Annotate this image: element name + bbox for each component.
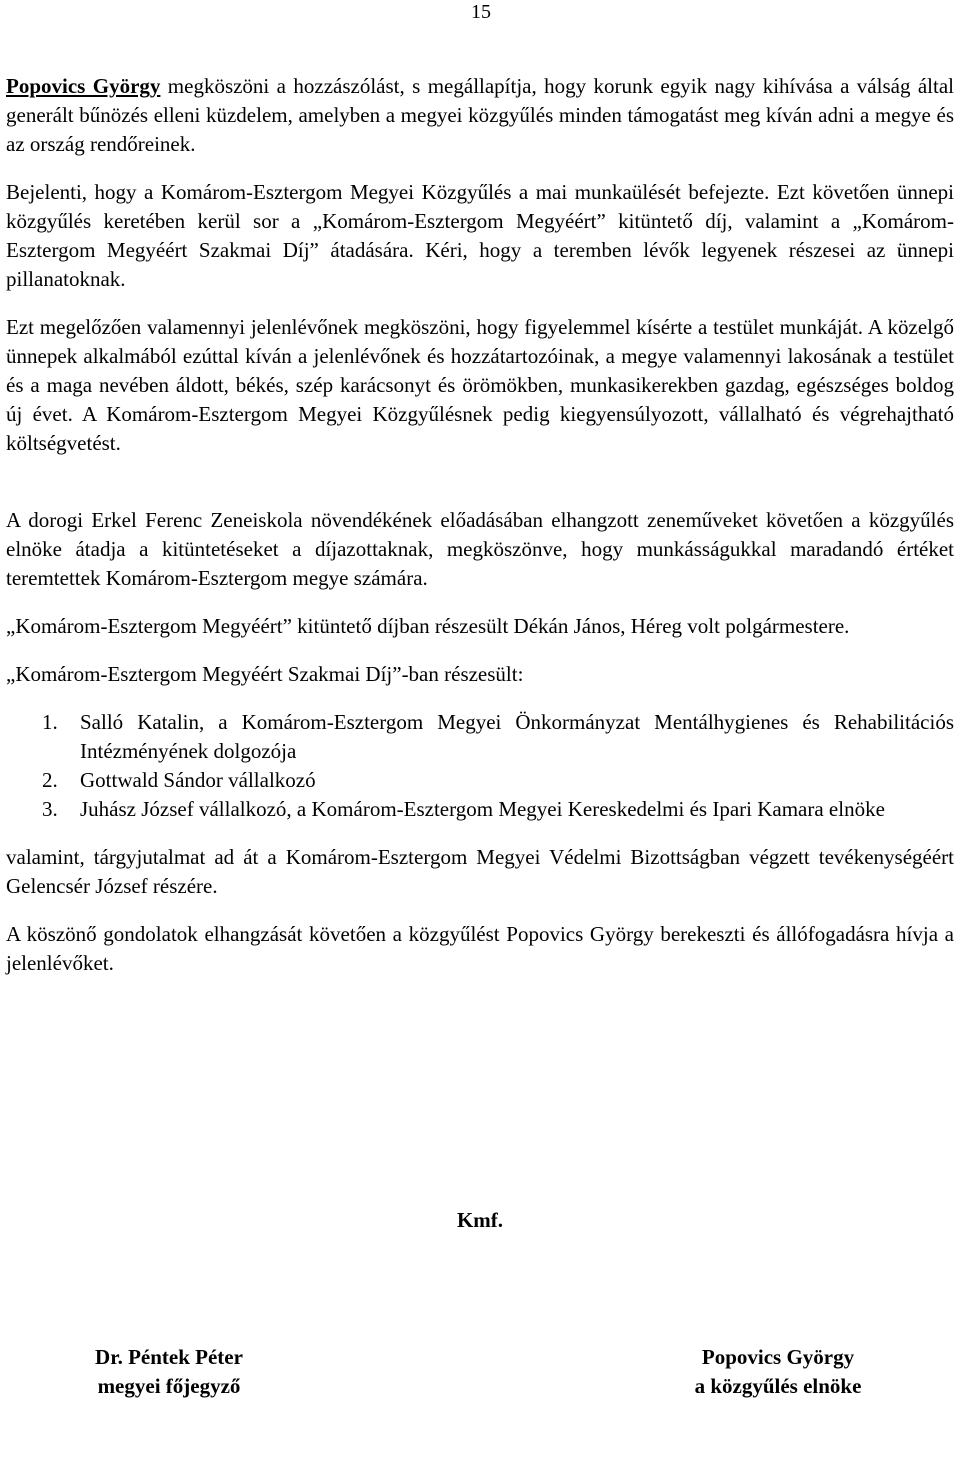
signature-left-name: Dr. Péntek Péter (95, 1345, 243, 1369)
list-item-number: 3. (42, 797, 58, 821)
award-list (6, 708, 954, 824)
list-item-text: Gottwald Sándor vállalkozó (80, 768, 316, 792)
paragraph-5: „Komárom-Esztergom Megyéért” kitüntető díjban részesült Dékán János, Héreg volt polgármestere. (6, 614, 850, 638)
list-item-number: 2. (42, 768, 58, 792)
paragraph-3: Ezt megelőzően valamennyi jelenlévőnek megköszöni, hogy figyelemmel kísérte a testület munkáját. A közelgő ünnepek alkalmából ezúttal kíván a jelenlévőnek és hozzátartozóinak, a megye valamennyi lakosának a testület és a maga nevében áldott, békés, szép karácsonyt és örömökben, munkasikerekben gazdag, egészséges boldog új évet. A Komárom-Esztergom Megyei Közgyűlésnek pedig kiegyensúlyozott, vállalható és végrehajtható költségvetést. (6, 315, 954, 455)
paragraph-2: Bejelenti, hogy a Komárom-Esztergom Megyei Közgyűlés a mai munkaülését befejezte. Ezt követően ünnepi közgyűlés keretében kerül sor a „Komárom-Esztergom Megyéért” kitüntető díj, valamint a „Komárom-Esztergom Megyéért Szakmai Díj” átadására. Kéri, hogy a teremben lévők legyenek részesei az ünnepi pillanatoknak. (6, 180, 954, 291)
closing-kmf: Kmf. (456, 1208, 504, 1232)
speaker-name: Popovics György (6, 74, 161, 98)
document-body (6, 72, 954, 978)
signature-left (64, 1343, 274, 1401)
paragraph-1-text: megköszöni a hozzászólást, s megállapítja, hogy korunk egyik nagy kihívása a válság által generált bűnözés elleni küzdelem, amelyben a megyei közgyűlés minden támogatást meg kíván adni a megye és az ország rendőreinek. (6, 74, 954, 156)
list-item-text: Salló Katalin, a Komárom-Esztergom Megyei Önkormányzat Mentálhygienes és Rehabilitációs Intézményének dolgozója (80, 710, 954, 763)
paragraph-7: valamint, tárgyjutalmat ad át a Komárom-Esztergom Megyei Védelmi Bizottságban végzett tevékenységéért Gelencsér József részére. (6, 845, 954, 898)
list-item-number: 1. (42, 710, 58, 734)
signature-right-title: a közgyűlés elnöke (694, 1374, 862, 1398)
list-item (42, 795, 954, 824)
paragraph-8: A köszönő gondolatok elhangzását követően a közgyűlést Popovics György berekeszti és állófogadásra hívja a jelenlévőket. (6, 922, 954, 975)
list-item (42, 766, 954, 795)
signature-left-title: megyei főjegyző (97, 1374, 241, 1398)
paragraph-6: „Komárom-Esztergom Megyéért Szakmai Díj”-ban részesült: (6, 662, 524, 686)
signature-right (660, 1343, 896, 1401)
signature-right-name: Popovics György (701, 1345, 855, 1369)
paragraph-4: A dorogi Erkel Ferenc Zeneiskola növendékének előadásában elhangzott zeneműveket követően a közgyűlés elnöke átadja a kitüntetéseket a díjazottaknak, megköszönve, hogy munkásságukkal maradandó értéket teremtettek Komárom-Esztergom megye számára. (6, 508, 954, 590)
page-number: 15 (471, 1, 491, 23)
list-item (42, 708, 954, 766)
paragraph-1 (6, 72, 954, 159)
list-item-text: Juhász József vállalkozó, a Komárom-Esztergom Megyei Kereskedelmi és Ipari Kamara elnöke (80, 797, 885, 821)
